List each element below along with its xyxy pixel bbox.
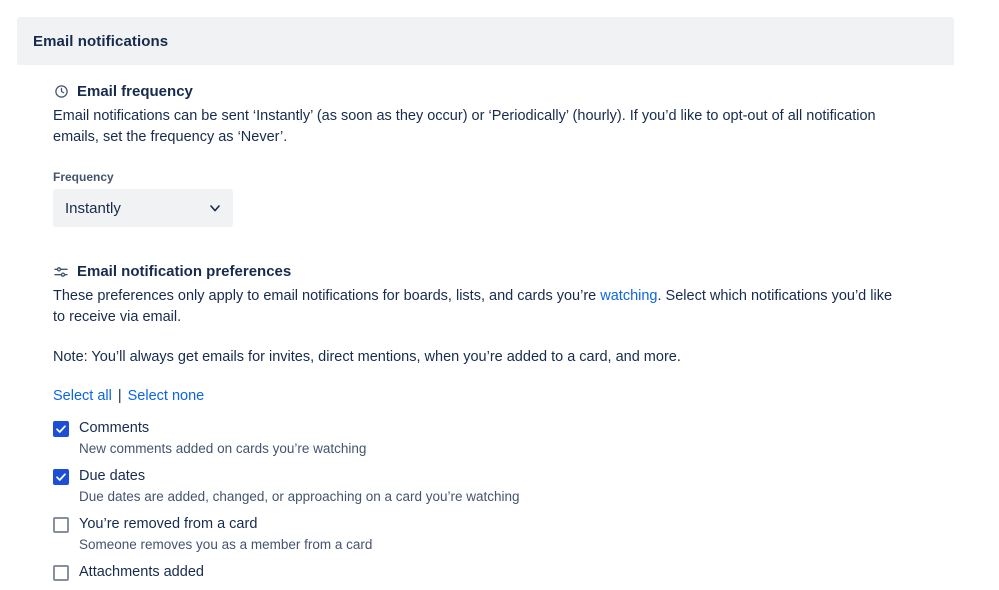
email-frequency-description: Email notifications can be sent ‘Instantly’ (as soon as they occur) or ‘Periodically’ (hourly). If you’d like to opt-out of all notification emails, set the frequency as ‘Never’. — [53, 108, 876, 145]
notification-option-label: Due dates — [79, 468, 146, 484]
page-title: Email notifications — [33, 32, 169, 50]
email-frequency-heading — [53, 83, 918, 100]
email-notifications-panel — [17, 17, 954, 590]
list-item — [53, 466, 918, 507]
notification-option-sublabel: New comments added on cards you’re watching — [79, 441, 367, 456]
frequency-select-value: Instantly — [65, 199, 121, 217]
list-item — [53, 562, 918, 583]
email-preferences-heading — [53, 263, 918, 280]
select-actions-separator: | — [117, 388, 122, 404]
notification-option-comments[interactable] — [53, 418, 918, 439]
checkbox-removed-from-card[interactable] — [53, 517, 69, 533]
clock-icon — [53, 84, 69, 100]
email-preferences-note: Note: You’ll always get emails for invites, direct mentions, when you’re added to a card, and more. — [53, 349, 681, 365]
email-frequency-heading-label: Email frequency — [77, 83, 193, 100]
notification-option-label: Comments — [79, 420, 150, 436]
notification-option-removed-from-card[interactable] — [53, 514, 918, 535]
preferences-desc-part1: These preferences only apply to email notifications for boards, lists, and cards you’re — [53, 288, 601, 304]
list-item — [53, 514, 918, 555]
frequency-select-wrapper — [53, 189, 233, 227]
watching-link[interactable]: watching — [600, 288, 658, 304]
notification-option-due-dates[interactable] — [53, 466, 918, 487]
panel-header — [17, 17, 954, 65]
notification-options-list — [53, 418, 918, 583]
panel-body — [17, 65, 954, 583]
checkbox-comments[interactable] — [53, 421, 69, 437]
preferences-desc-part2: . Select which notifications you’d like to receive via email. — [53, 288, 893, 325]
select-actions — [53, 388, 918, 404]
checkbox-attachments-added[interactable] — [53, 565, 69, 581]
checkbox-due-dates[interactable] — [53, 469, 69, 485]
select-all-link[interactable]: Select all — [53, 388, 112, 404]
sliders-icon — [53, 264, 69, 280]
notification-option-sublabel: Someone removes you as a member from a card — [79, 537, 373, 552]
notification-option-label: Attachments added — [79, 564, 204, 580]
notification-option-attachments-added[interactable] — [53, 562, 918, 583]
frequency-select[interactable] — [53, 189, 233, 227]
list-item — [53, 418, 918, 459]
email-preferences-heading-label: Email notification preferences — [77, 263, 292, 280]
select-none-link[interactable]: Select none — [127, 388, 205, 404]
notification-option-label: You’re removed from a card — [79, 516, 258, 532]
frequency-field-label: Frequency — [53, 170, 114, 184]
notification-option-sublabel: Due dates are added, changed, or approaching on a card you’re watching — [79, 489, 520, 504]
email-preferences-description — [53, 286, 898, 328]
